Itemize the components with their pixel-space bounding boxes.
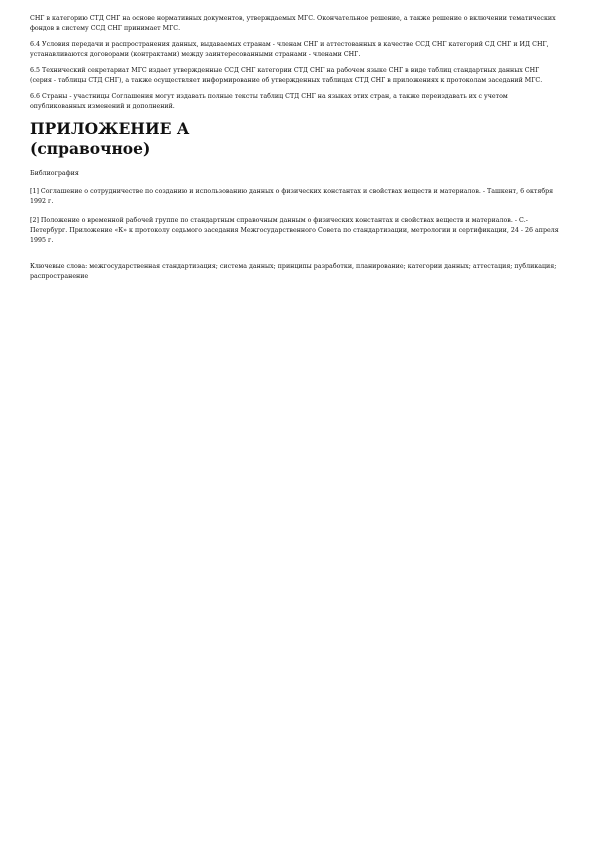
paragraph-6-5: 6.5 Технический секретариат МГС издает утвержденные ССД СНГ категории СТД СНГ на рабочем языке СНГ в виде таблиц стандартных данных СНГ (серия - таблицы СТД СНГ), а также осуществляет информирование об утвержденных таблицах СТД СНГ в приложениях к протоколам заседаний МГС.: [30, 67, 543, 84]
paragraph-continuation: СНГ в категорию СТД СНГ на основе нормативных документов, утверждаемых МГС. Окончательное решение, а также решение о включении тематических фондов в систему ССД СНГ принимает МГС.: [30, 15, 556, 32]
keywords: Ключевые слова: межгосударственная стандартизация; система данных; принципы разработки, планирование; категории данных; аттестация; публикация; распространение: [30, 263, 557, 280]
appendix-subtitle: (справочное): [30, 139, 151, 158]
document-page: [30, 14, 562, 282]
bibliography-item-2: [2] Положение о временной рабочей группе по стандартным справочным данным о физических константах и свойствах веществ и материалов. - С.-Петербург. Приложение «К» к протоколу седьмого заседания Межгосударственного Совета по стандартизации, метрологии и сертификации, 24 - 26 апреля 1995 г.: [30, 217, 559, 244]
appendix-title: ПРИЛОЖЕНИЕ А: [30, 119, 190, 138]
paragraph-6-4: 6.4 Условия передачи и распространения данных, выдаваемых странам - членам СНГ и аттестованных в качестве ССД СНГ категорий СД СНГ и ИД СНГ, устанавливаются договорами (контрактами) между заинтересованными странами - членами СНГ.: [30, 41, 549, 58]
appendix-heading: [30, 119, 562, 159]
bibliography-item-1: [1] Соглашение о сотрудничестве по созданию и использованию данных о физических константах и свойствах веществ и материалов. - Ташкент, 6 октября 1992 г.: [30, 188, 554, 205]
paragraph-6-6: 6.6 Страны - участницы Соглашения могут издавать полные тексты таблиц СТД СНГ на языках этих стран, а также переиздавать их с учетом опубликованных изменений и дополнений.: [30, 93, 508, 110]
bibliography-title: Библиография: [30, 170, 79, 177]
